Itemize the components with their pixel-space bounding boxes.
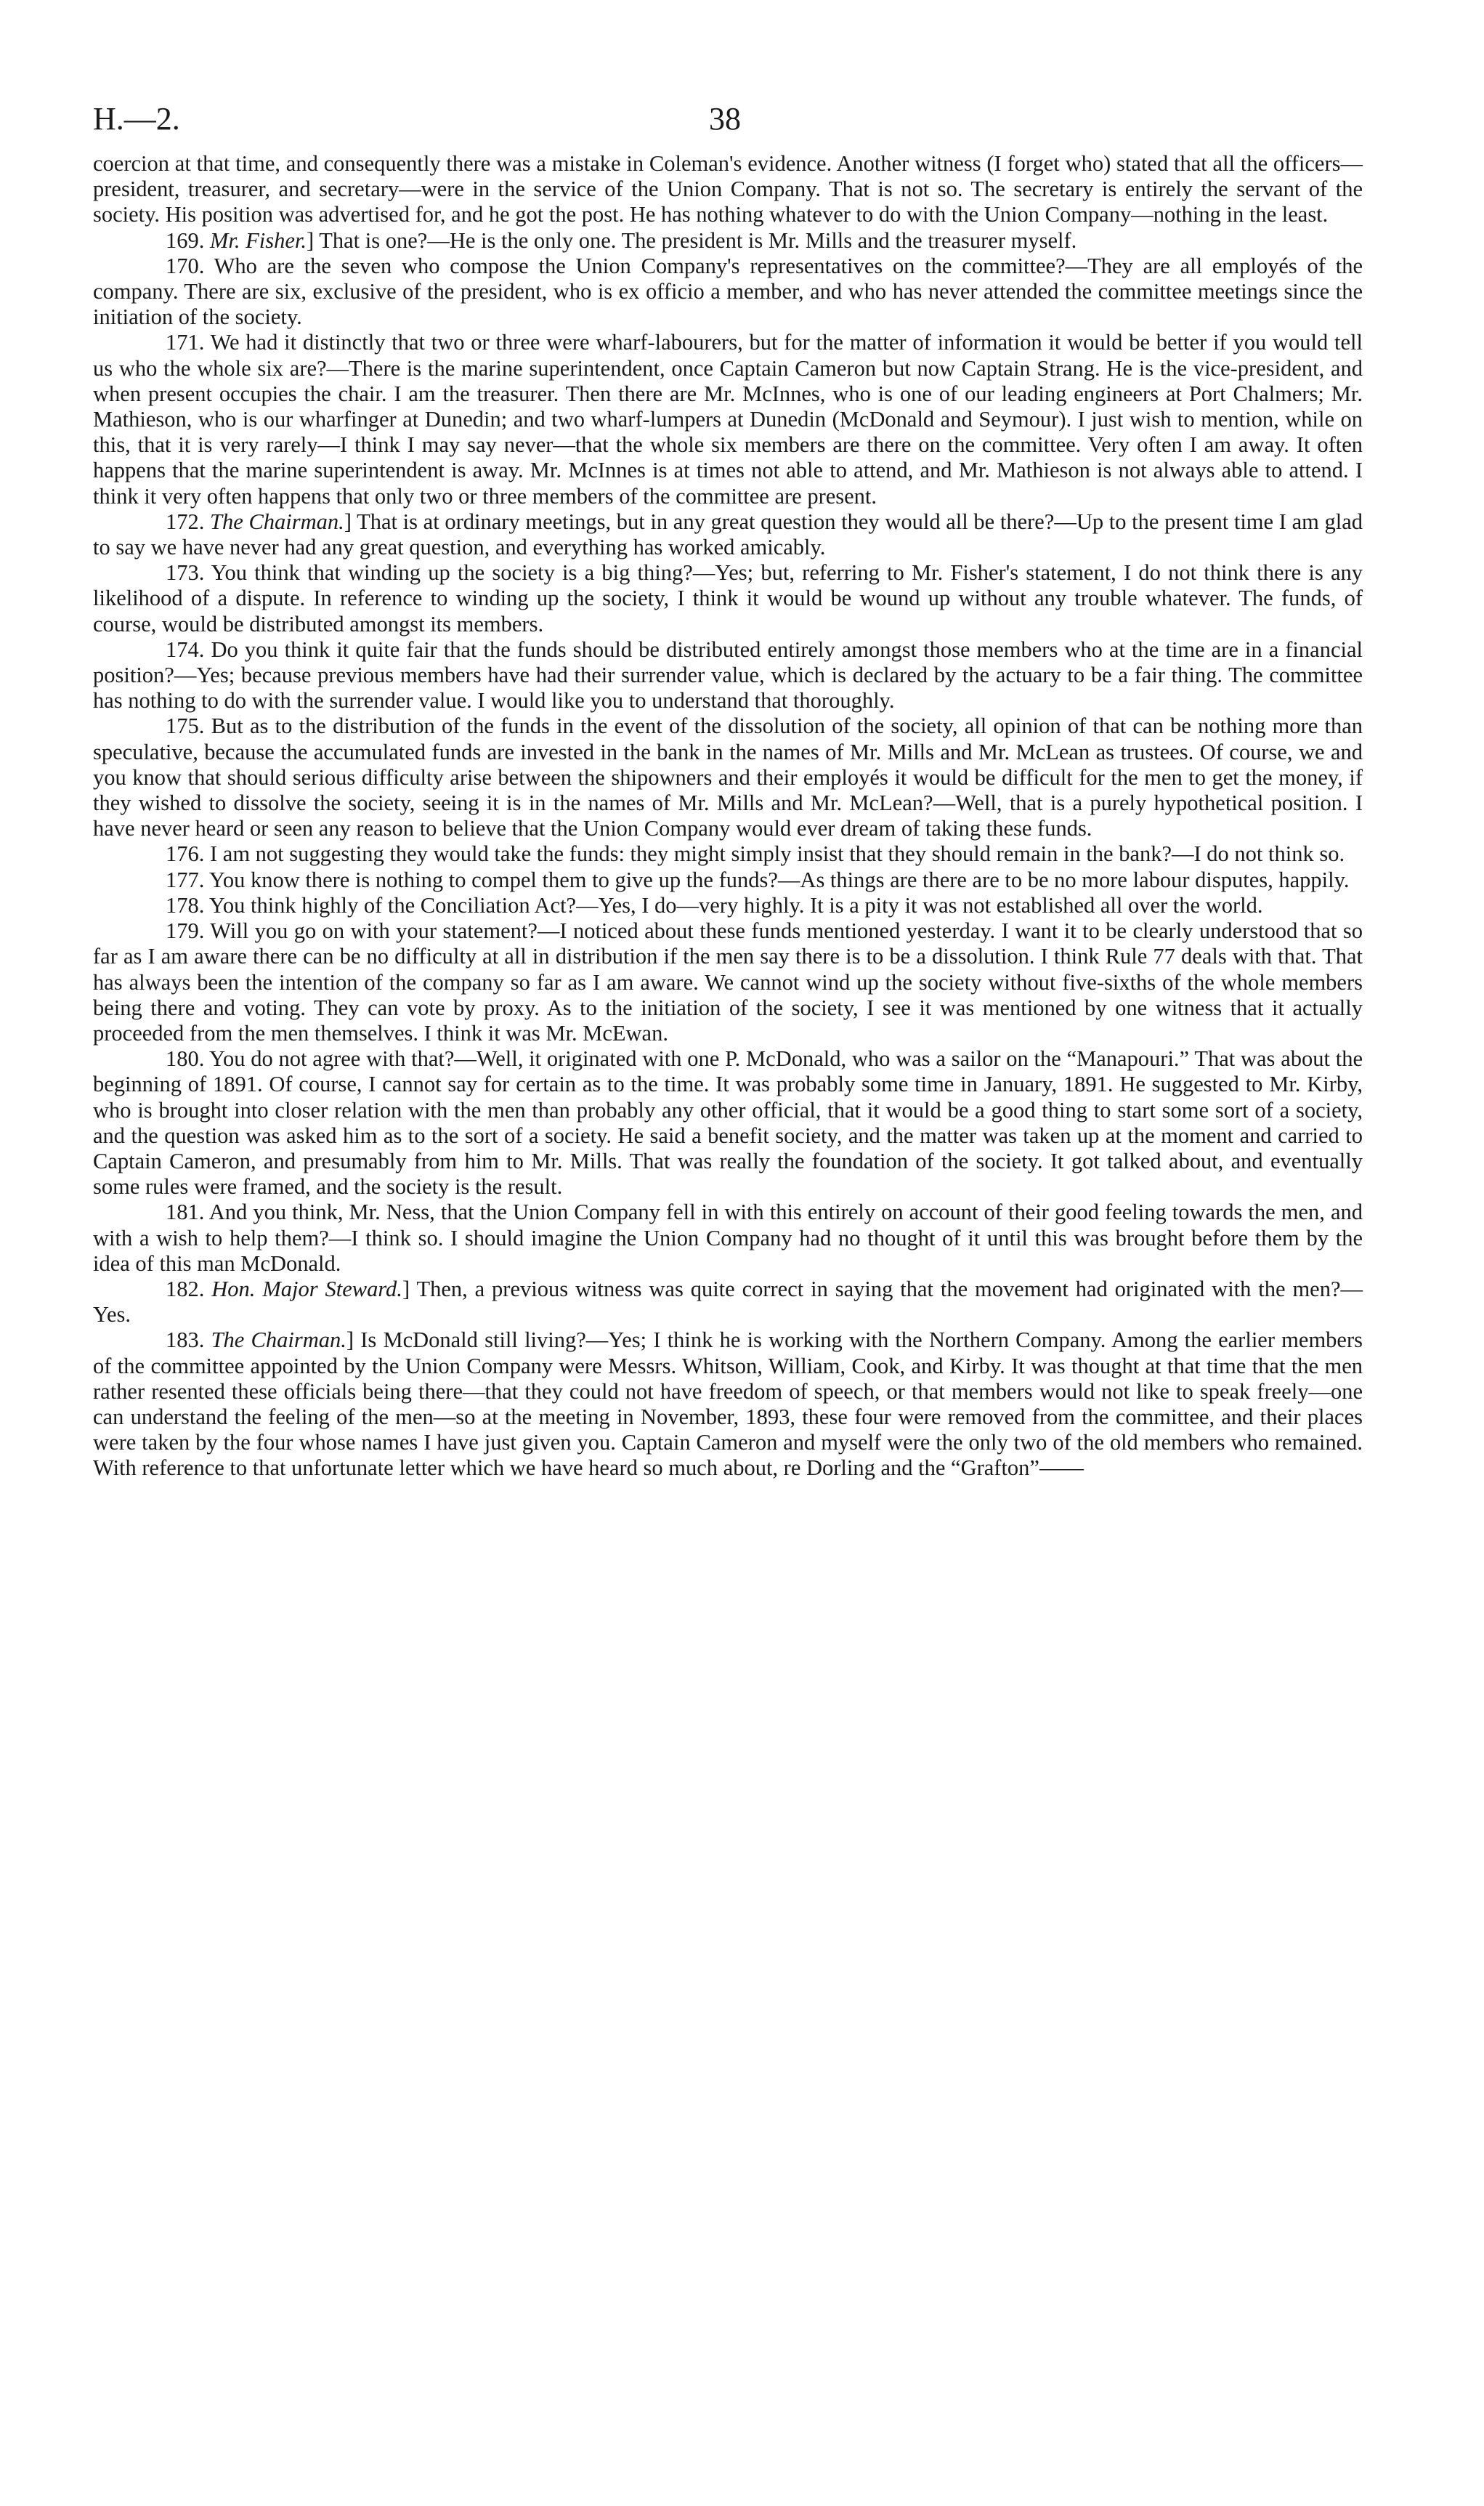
document-page [93,100,1363,1482]
paragraph [93,714,1363,841]
question-number: 180. [166,1046,205,1072]
paragraph-text: Will you go on with your statement?—I noticed about these funds mentioned yesterday. I want it to be clearly understood that so far as I am aware there can be no difficulty at all in distribution if the men say there is to be a dissolution. I think Rule 77 deals with that. That has always been the intention of the company so far as I am aware. We cannot wind up the society without five-sixths of the whole members being there and voting. They can vote by proxy. As to the initiation of the society, I see it was mentioned by one witness that it actually proceeded from the men themselves. I think it was Mr. McEwan. [93,918,1363,1046]
paragraph [93,1200,1363,1277]
paragraph-text: That is at ordinary meetings, but in any great question they would all be there?—Up to the present time I am glad to say we have never had any great question, and everything has worked amicably. [93,509,1363,560]
paragraph-text: That is one?—He is the only one. The president is Mr. Mills and the treasurer myself. [319,227,1077,253]
document-reference: H.—2. [93,101,180,137]
paragraph [93,330,1363,509]
paragraph-text: coercion at that time, and consequently there was a mistake in Coleman's evidence. Another witness (I forget who) stated that all the officers—president, treasurer, and secretary—were in the service of the Union Company. That is not so. The secretary is entirely the servant of the society. His position was advertised for, and he got the post. He has nothing whatever to do with the Union Company—nothing in the least. [93,151,1363,227]
question-number: 176. [166,841,205,867]
paragraph [93,637,1363,714]
question-number: 182. [166,1276,205,1301]
speaker-name: The Chairman. [210,509,344,534]
question-number: 178. [166,892,205,918]
page-number: 38 [709,101,741,137]
paragraph: 182. Hon. Major Steward.] Then, a previous witness was quite correct in saying that the movement had originated with the men?—Yes. [93,1276,1363,1327]
paragraph [93,151,1363,228]
speaker-name: The Chairman. [211,1327,346,1353]
speaker-name: Hon. Major Steward. [211,1276,402,1301]
paragraph [93,254,1363,331]
paragraph [93,1046,1363,1200]
paragraph [93,868,1363,893]
paragraph-text: I am not suggesting they would take the funds: they might simply insist that they should remain in the bank?—I do not think so. [210,841,1345,867]
question-number: 179. [166,918,205,944]
question-number: 173. [166,560,205,586]
speaker-name: Mr. Fisher. [210,227,307,253]
question-number: 172. [166,509,205,534]
paragraph: 183. The Chairman.] Is McDonald still living?—Yes; I think he is working with the Northern Company. Among the earlier members of the committee appointed by the Union Company were Messrs. Whitson, William, Cook, and Kirby. It was thought at that time that the men rather resented these officials being there—that they could not have freedom of speech, or that members would not like to speak freely—one can understand the feeling of the men—so at the meeting in November, 1893, these four were removed from the committee, and their places were taken by the four whose names I have just given you. Captain Cameron and myself were the only two of the old members who remained. With reference to that unfortunate letter which we have heard so much about, re Dorling and the “Grafton”—— [93,1327,1363,1481]
paragraph-text: You know there is nothing to compel them to give up the funds?—As things are there are to be no more labour disputes, happily. [208,867,1350,892]
paragraph-text: Then, a previous witness was quite correct in saying that the movement had originated with the men?—Yes. [93,1276,1363,1327]
question-number: 170. [166,253,205,278]
paragraph-text: Is McDonald still living?—Yes; I think he is working with the Northern Company. Among the earlier members of the committee appointed by the Union Company were Messrs. Whitson, William, Cook, and Kirby. It was thought at that time that the men rather resented these officials being there—that they could not have freedom of speech, or that members would not like to speak freely—one can understand the feeling of the men—so at the meeting in November, 1893, these four were removed from the committee, and their places were taken by the four whose names I have just given you. Captain Cameron and myself were the only two of the old members who remained. With reference to that unfortunate letter which we have heard so much about, re Dorling and the “Grafton”—— [93,1327,1363,1481]
paragraph [93,841,1363,867]
paragraph-text: Do you think it quite fair that the funds should be distributed entirely amongst those members who at the time are in a financial position?—Yes; because previous members have had their surrender value, which is declared by the actuary to be a fair thing. The committee has nothing to do with the surrender value. I would like you to understand that thoroughly. [93,636,1363,714]
paragraph-text: But as to the distribution of the funds in the event of the dissolution of the society, all opinion of that can be nothing more than speculative, because the accumulated funds are invested in the bank in the names of Mr. Mills and Mr. McLean as trustees. Of course, we and you know that should serious difficulty arise between the shipowners and their employés it would be difficult for the men to get the money, if they wished to dissolve the society, seeing it is in the names of Mr. Mills and Mr. McLean?—Well, that is a purely hypothetical position. I have never heard or seen any reason to believe that the Union Company would ever dream of taking these funds. [93,714,1363,841]
paragraph-text: Who are the seven who compose the Union Company's representatives on the committee?—They are all employés of the company. There are six, exclusive of the president, who is ex officio a member, and who has never attended the committee meetings since the initiation of the society. [93,253,1363,330]
paragraph-text: You do not agree with that?—Well, it originated with one P. McDonald, who was a sailor on the “Manapouri.” That was about the beginning of 1891. Of course, I cannot say for certain as to the time. It was probably some time in January, 1891. He suggested to Mr. Kirby, who is brought into closer relation with the men than probably any other official, that it would be a good thing to start some sort of a society, and the question was asked him as to the sort of a society. He said a benefit society, and the matter was taken up at the moment and carried to Captain Cameron, and presumably from him to Mr. Mills. That was really the foundation of the society. It got talked about, and eventually some rules were framed, and the society is the result. [93,1046,1363,1200]
question-number: 181. [166,1200,205,1225]
paragraph [93,918,1363,1046]
paragraph: 169. Mr. Fisher.] That is one?—He is the only one. The president is Mr. Mills and the treasurer myself. [166,227,1077,253]
body-text [93,151,1363,1482]
paragraph [93,893,1363,918]
paragraph-text: And you think, Mr. Ness, that the Union Company fell in with this entirely on account of their good feeling towards the men, and with a wish to help them?—I think so. I should imagine the Union Company had no thought of it until this was brought before them by the idea of this man McDonald. [93,1200,1363,1276]
paragraph-text: You think highly of the Conciliation Act?—Yes, I do—very highly. It is a pity it was not established all over the world. [208,892,1263,918]
question-number: 169. [166,227,205,253]
question-number: 175. [166,714,205,739]
question-number: 183. [166,1327,205,1353]
page-header [93,100,1363,151]
question-number: 174. [166,636,205,662]
paragraph-text: We had it distinctly that two or three were wharf-labourers, but for the matter of information it would be better if you would tell us who the whole six are?—There is the marine superintendent, once Captain Cameron but now Captain Strang. He is the vice-president, and when present occupies the chair. I am the treasurer. Then there are Mr. McInnes, who is one of our leading engineers at Port Chalmers; Mr. Mathieson, who is our wharfinger at Dunedin; and two wharf-lumpers at Dunedin (McDonald and Seymour). I just wish to mention, while on this, that it is very rarely—I think I may say never—that the whole six members are there on the committee. Very often I am away. It often happens that the marine superintendent is away. Mr. McInnes is at times not able to attend, and Mr. Mathieson is not always able to attend. I think it very often happens that only two or three members of the committee are present. [93,330,1363,509]
paragraph-text: You think that winding up the society is a big thing?—Yes; but, referring to Mr. Fisher's statement, I do not think there is any likelihood of a dispute. In reference to winding up the society, I think it would be wound up without any trouble whatever. The funds, of course, would be distributed amongst its members. [93,560,1363,636]
paragraph: 172. The Chairman.] That is at ordinary meetings, but in any great question they would all be there?—Up to the present time I am glad to say we have never had any great question, and everything has worked amicably. [93,509,1363,560]
question-number: 171. [166,330,205,355]
question-number: 177. [166,867,205,892]
paragraph [93,560,1363,637]
